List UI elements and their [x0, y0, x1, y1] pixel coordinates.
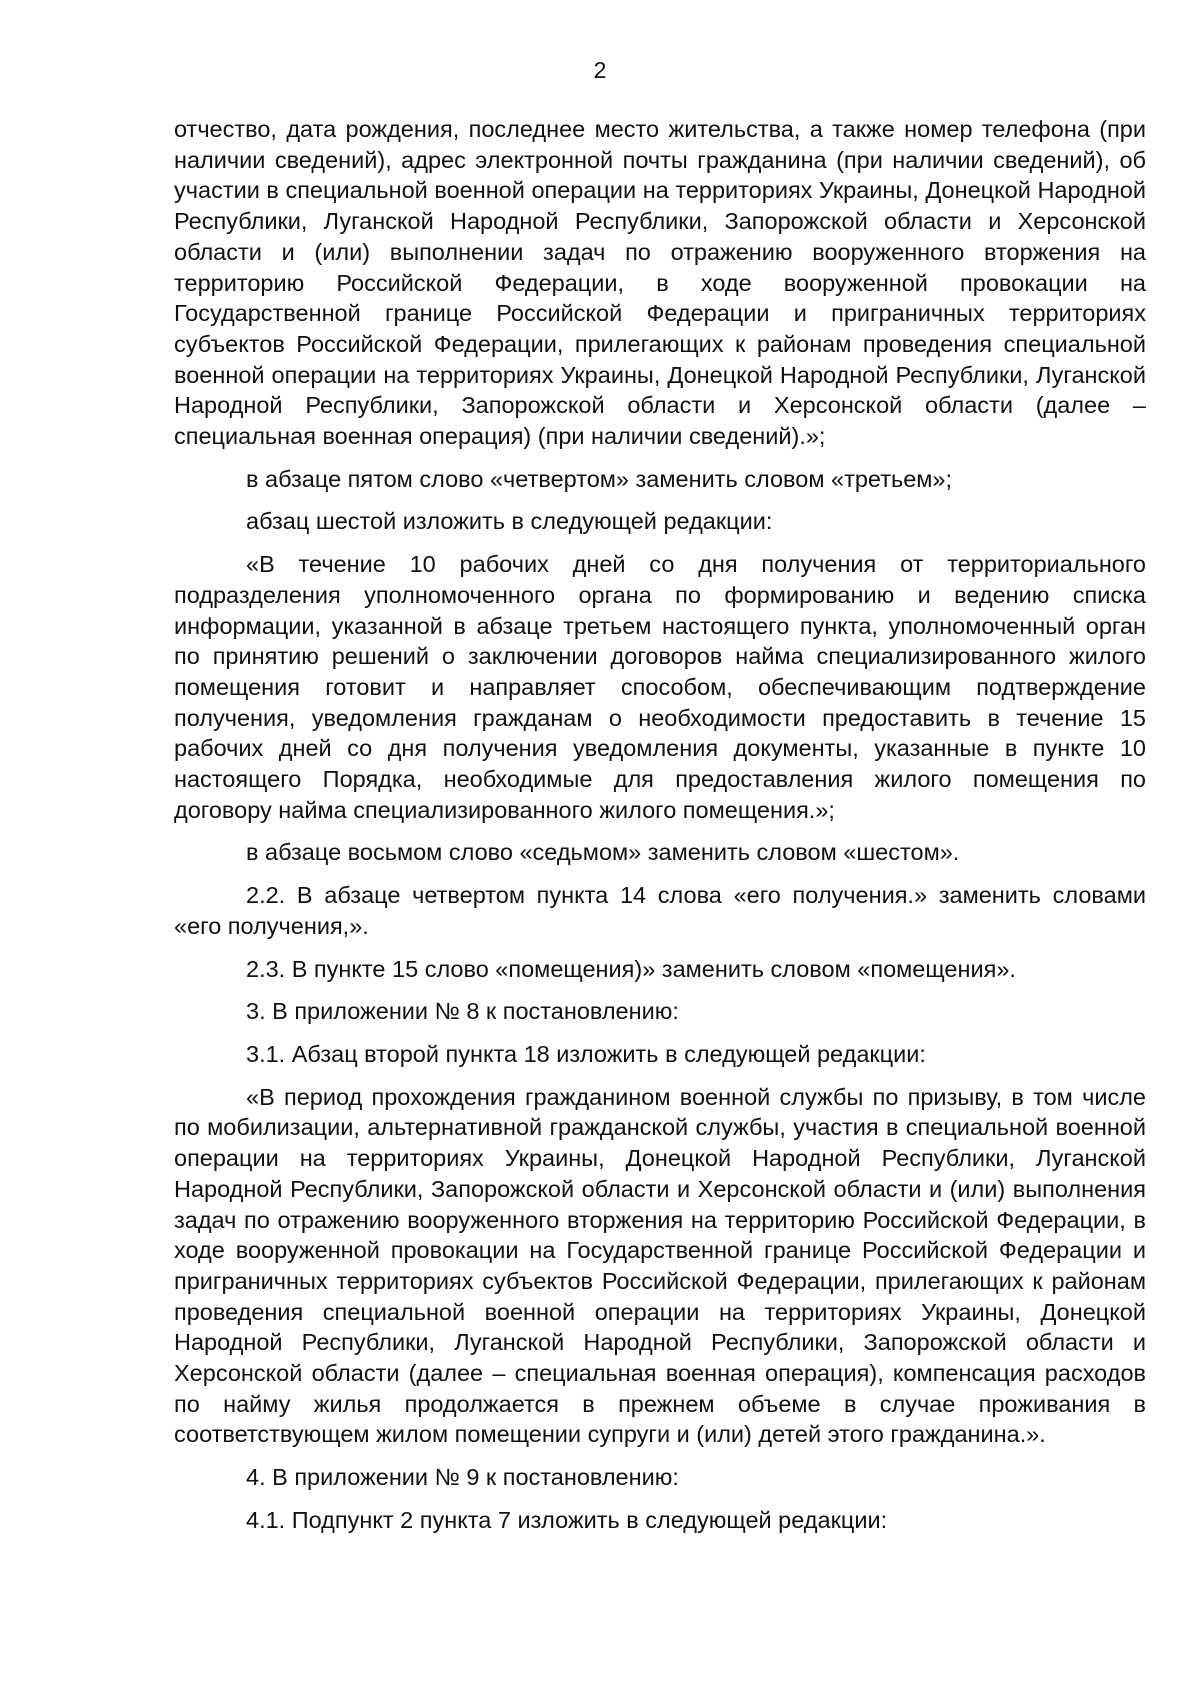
paragraph-item-4: 4. В приложении № 9 к постановлению:	[246, 1464, 679, 1491]
paragraph-item-2-3: 2.3. В пункте 15 слово «помещения)» заменить словом «помещения».	[246, 955, 1016, 982]
paragraph-quoted-text-2: «В период прохождения гражданином военной службы по призыву, в том числе по мобилизации, альтернативной гражданской службы, участия в специальной военной операции на территориях Украины, Донецкой Народной Республики, Луганской Народной Республики, Запорожской области и Херсонской области и (или) выполнения задач по отражению вооруженного вторжения на территорию Российской Федерации, в ходе вооруженной провокации на Государственной границе Российской Федерации и приграничных территориях субъектов Российской Федерации, прилегающих к районам проведения специальной военной операции на территориях Украины, Донецкой Народной Республики, Луганской Народной Республики, Запорожской области и Херсонской области (далее – специальная военная операция), компенсация расходов по найму жилья продолжается в прежнем объеме в случае проживания в соответствующем жилом помещении супруги и (или) детей этого гражданина.».	[174, 1083, 1146, 1448]
paragraph-item-3-1: 3.1. Абзац второй пункта 18 изложить в следующей редакции:	[246, 1040, 926, 1067]
paragraph-amendment-6-intro: абзац шестой изложить в следующей редакции:	[246, 508, 773, 535]
paragraph-item-4-1: 4.1. Подпункт 2 пункта 7 изложить в следующей редакции:	[246, 1506, 888, 1533]
paragraph-item-2-2: 2.2. В абзаце четвертом пункта 14 слова «его получения.» заменить словами «его получения,».	[174, 882, 1146, 939]
page-number: 2	[593, 57, 607, 83]
paragraph-quoted-text-1: «В течение 10 рабочих дней со дня получения от территориального подразделения уполномоченного органа по формированию и ведению списка информации, указанной в абзаце третьем настоящего пункта, уполномоченный орган по принятию решений о заключении договоров найма специализированного жилого помещения готовит и направляет способом, обеспечивающим подтверждение получения, уведомления гражданам о необходимости предоставить в течение 15 рабочих дней со дня получения уведомления документы, указанные в пункте 10 настоящего Порядка, необходимые для предоставления жилого помещения по договору найма специализированного жилого помещения.»;	[174, 551, 1146, 823]
paragraph-amendment-8: в абзаце восьмом слово «седьмом» заменить словом «шестом».	[246, 839, 960, 866]
paragraph-amendment-5: в абзаце пятом слово «четвертом» заменить словом «третьем»;	[246, 465, 953, 492]
paragraph-item-3: 3. В приложении № 8 к постановлению:	[246, 998, 679, 1025]
document-body	[174, 114, 1146, 1548]
paragraph-continuation: отчество, дата рождения, последнее место жительства, а также номер телефона (при наличии сведений), адрес электронной почты гражданина (при наличии сведений), об участии в специальной военной операции на территориях Украины, Донецкой Народной Республики, Луганской Народной Республики, Запорожской области и Херсонской области и (или) выполнении задач по отражению вооруженного вторжения на территорию Российской Федерации, в ходе вооруженной провокации на Государственной границе Российской Федерации и приграничных территориях субъектов Российской Федерации, прилегающих к районам проведения специальной военной операции на территориях Украины, Донецкой Народной Республики, Луганской Народной Республики, Запорожской области и Херсонской области (далее – специальная военная операция) (при наличии сведений).»;	[174, 116, 1146, 450]
